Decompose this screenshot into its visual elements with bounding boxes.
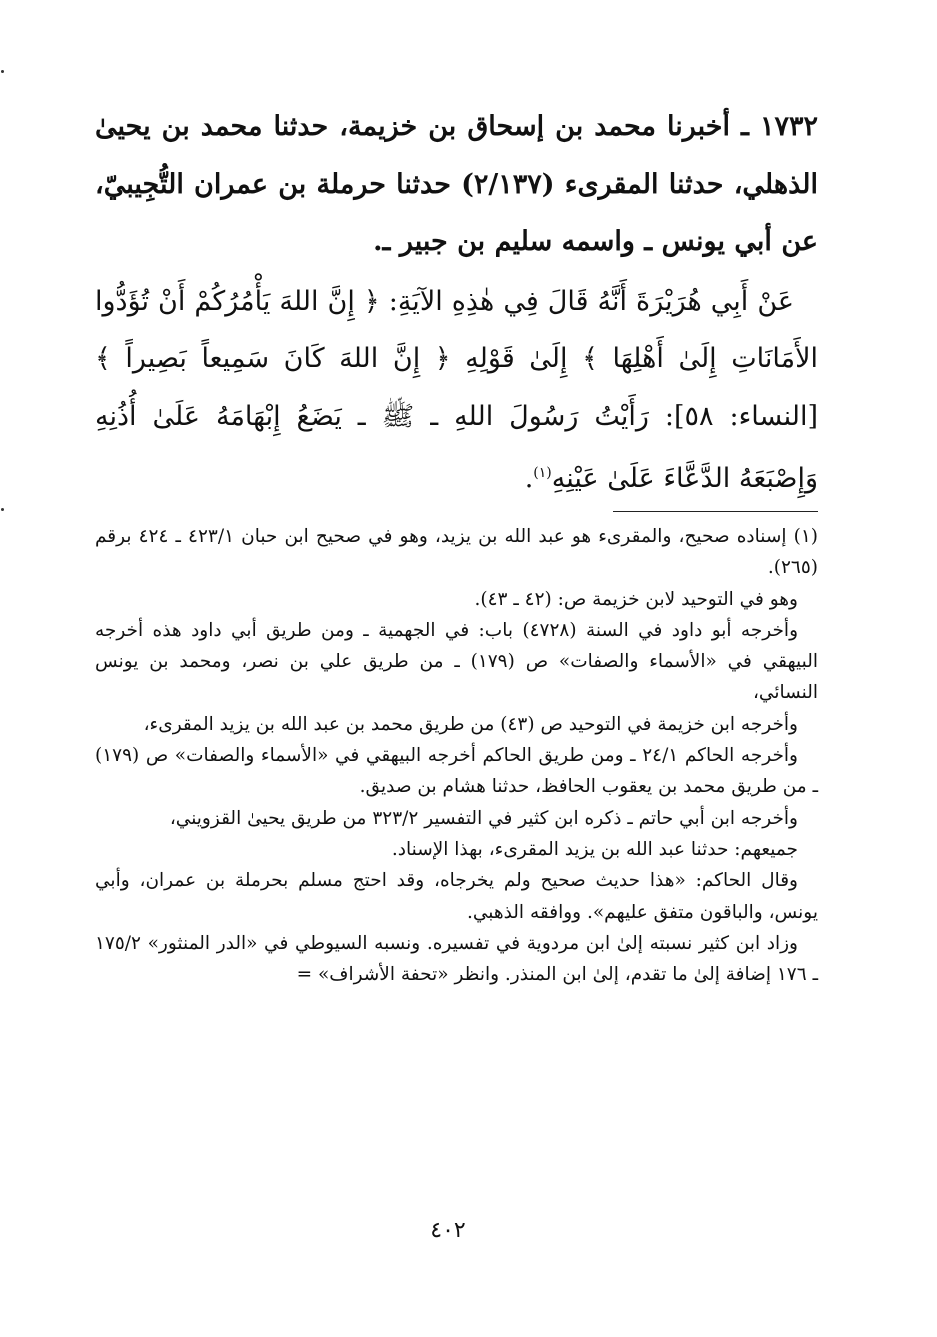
hadith-matn-text: عَنْ أَبِي هُرَيْرَةَ أَنَّهُ قَالَ فِي هٰذِهِ الآيَةِ: ﴿ إِنَّ اللهَ يَأْمُرُكُمْ أَنْ تُؤَدُّوا الأَمَانَاتِ إِلَىٰ أَهْلِهَا ﴾ إِلَىٰ قَوْلِهِ ﴿ إِنَّ اللهَ كَانَ سَمِيعاً بَصِيراً ﴾ [النساء: ٥٨]: رَأَيْتُ رَسُولَ اللهِ ـ ﷺ ـ يَضَعُ إِبْهَامَهُ عَلَىٰ أُذُنِهِ وَإِصْبَعَهُ الدَّعَّاءَ عَلَىٰ عَيْنِهِ bbox=[95, 285, 818, 494]
footnote-para: وهو في التوحيد لابن خزيمة ص: (٤٢ ـ ٤٣). bbox=[474, 588, 798, 610]
scan-speck bbox=[1, 70, 4, 73]
footnote-para: وقال الحاكم: «هذا حديث صحيح ولم يخرجاه، وقد احتج مسلم بحرملة بن عمران، وأبي يونس، والباقون متفق عليهم». ووافقه الذهبي. bbox=[95, 870, 818, 923]
footnote-ref[interactable]: (١) bbox=[533, 465, 552, 481]
footnotes bbox=[95, 521, 818, 990]
scan-speck bbox=[1, 508, 4, 511]
footnote-separator bbox=[613, 511, 818, 512]
hadith-end-mark: . bbox=[524, 463, 534, 494]
page-number: ٤٠٢ bbox=[430, 1218, 466, 1243]
footnote-1: (١) إسناده صحيح، والمقرىء هو عبد الله بن يزيد، وهو في صحيح ابن حبان ٤٢٣/١ ـ ٤٢٤ برقم (٢٦٥). bbox=[95, 526, 818, 579]
footnote-para: وأخرجه ابن أبي حاتم ـ ذكره ابن كثير في التفسير ٣٢٣/٢ من طريق يحيىٰ القزويني، bbox=[169, 807, 798, 829]
footnote-para: وزاد ابن كثير نسبته إلىٰ ابن مردوية في تفسيره. ونسبه السيوطي في «الدر المنثور» ١٧٥/٢ ـ ١٧٦ إضافة إلىٰ ما تقدم، إلىٰ ابن المنذر. وانظر «تحفة الأشراف» = bbox=[95, 932, 818, 986]
footnote-para: وأخرجه ابن خزيمة في التوحيد ص (٤٣) من طريق محمد بن عبد الله بن يزيد المقرىء، bbox=[143, 713, 798, 735]
hadith-isnad: ١٧٣٢ ـ أخبرنا محمد بن إسحاق بن خزيمة، حدثنا محمد بن يحيىٰ الذهلي، حدثنا المقرىء (٢/١٣٧) حدثنا حرملة بن عمران التُّجِيبيّ، عن أبي يونس ـ واسمه سليم بن جبير ـ. bbox=[95, 111, 818, 257]
footnote-para: وأخرجه الحاكم ٢٤/١ ـ ومن طريق الحاكم أخرجه البيهقي في «الأسماء والصفات» ص (١٧٩) ـ من طريق محمد بن يعقوب الحافظ، حدثنا هشام بن صديق. bbox=[95, 745, 818, 798]
footnote-para: جميعهم: حدثنا عبد الله بن يزيد المقرىء، بهذا الإسناد. bbox=[391, 838, 798, 860]
hadith-matn bbox=[95, 273, 818, 508]
hadith-block bbox=[95, 98, 818, 508]
footnote-para: وأخرجه أبو داود في السنة (٤٧٢٨) باب: في الجهمية ـ ومن طريق أبي داود هذه أخرجه البيهقي في «الأسماء والصفات» ص (١٧٩) ـ من طريق علي بن نصر، ومحمد بن يونس النسائي، bbox=[95, 619, 818, 704]
